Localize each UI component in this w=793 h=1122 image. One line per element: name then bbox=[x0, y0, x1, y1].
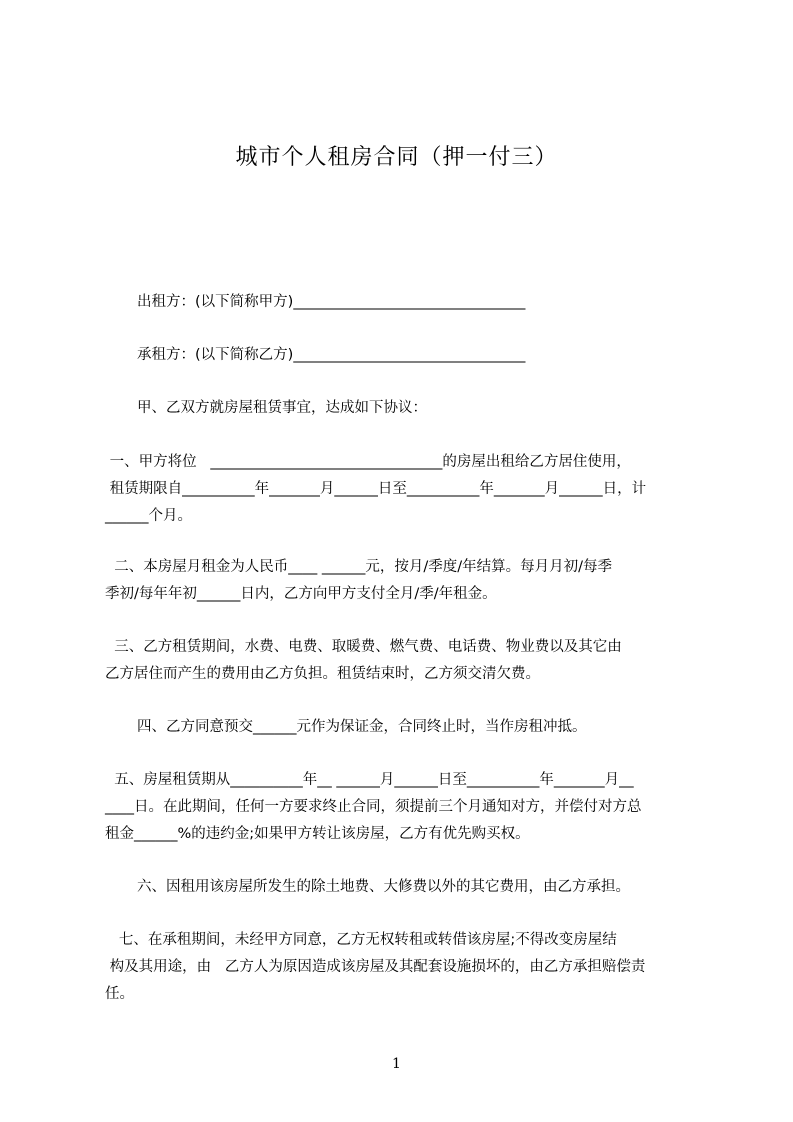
clause-7-line-2: 构及其用途，由 乙方人为原因造成该房屋及其配套设施损坏的，由乙方承担赔偿责 bbox=[105, 959, 646, 975]
clause-5-line-3: 租金______%的违约金;如果甲方转让该房屋，乙方有优先购买权。 bbox=[105, 826, 530, 842]
clause-4-line-1: 四、乙方同意预交______元作为保证金，合同终止时，当作房租冲抵。 bbox=[137, 719, 587, 735]
clause-7-line-1: 七、在承租期间，未经甲方同意，乙方无权转租或转借该房屋;不得改变房屋结 bbox=[105, 932, 617, 948]
clause-1-line-2: 租赁期限自__________年_______月______日至__________年_______月______日，计 bbox=[105, 481, 647, 497]
landlord-line: 出租方：(以下简称甲方)________________________________ bbox=[137, 294, 526, 310]
clause-6-line-1: 六、因租用该房屋所发生的除土地费、大修费以外的其它费用，由乙方承担。 bbox=[137, 879, 630, 895]
clause-7-line-3: 任。 bbox=[105, 986, 134, 1002]
page-number: 1 bbox=[392, 1056, 401, 1072]
clause-5-line-1: 五、房屋租赁期从__________年__ ______月______日至__________年_______月__ bbox=[105, 772, 634, 788]
clause-3-line-1: 三、乙方租赁期间，水费、电费、取暖费、燃气费、电话费、物业费以及其它由 bbox=[105, 639, 622, 655]
clause-5-line-2: ____日。在此期间，任何一方要求终止合同，须提前三个月通知对方，并偿付对方总 bbox=[105, 799, 642, 815]
tenant-line: 承租方：(以下简称乙方)________________________________ bbox=[137, 347, 526, 363]
clause-2-line-2: 季初/每年年初______日内，乙方向甲方支付全月/季/年租金。 bbox=[105, 586, 497, 602]
clause-2-line-1: 二、本房屋月租金为人民币____ ______元，按月/季度/年结算。每月月初/每季 bbox=[105, 559, 612, 575]
clause-1-line-3: ______个月。 bbox=[105, 508, 192, 524]
clause-1-line-1: 一、甲方将位 ________________________________的房屋出租给乙方居住使用， bbox=[105, 454, 631, 470]
document-title: 城市个人租房合同（押一付三） bbox=[235, 145, 558, 170]
clause-3-line-2: 乙方居住而产生的费用由乙方负担。租赁结束时，乙方须交清欠费。 bbox=[105, 666, 540, 682]
agreement-intro: 甲、乙双方就房屋租赁事宜，达成如下协议： bbox=[137, 400, 427, 416]
